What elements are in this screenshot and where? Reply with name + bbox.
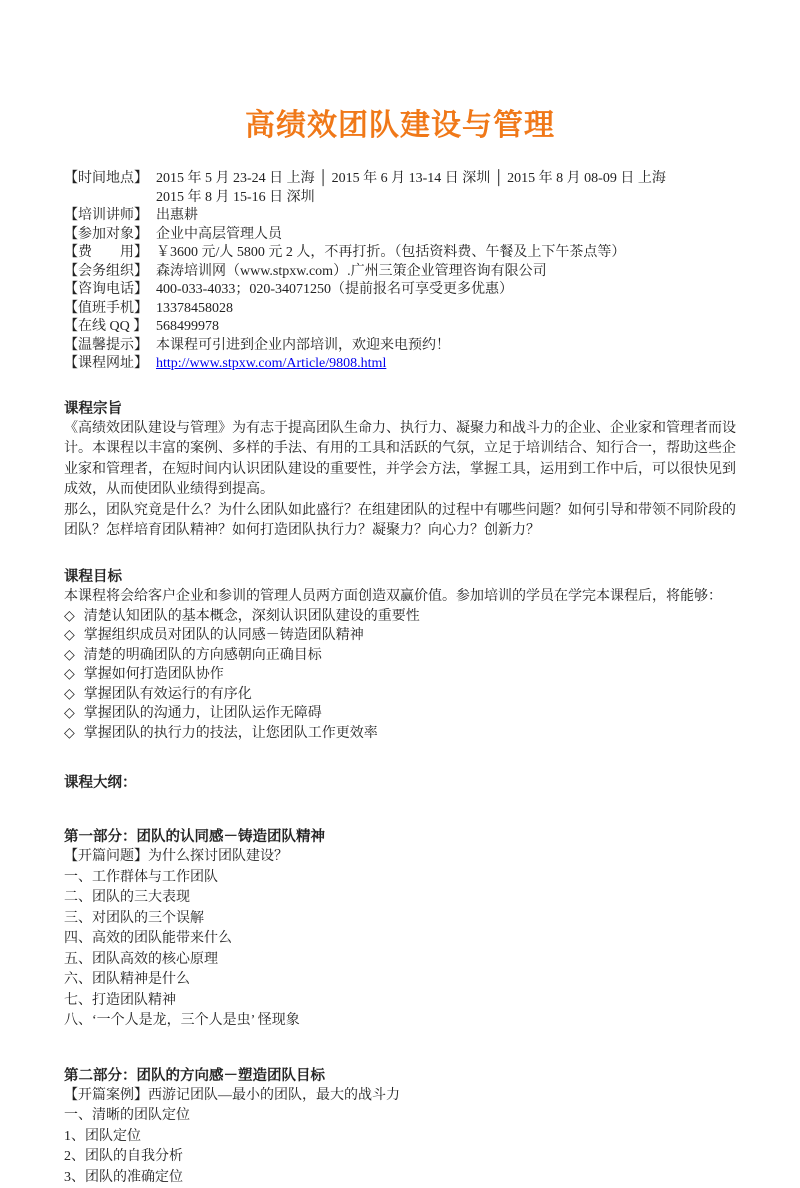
info-row-fee (64, 244, 736, 263)
diamond-bullet-icon: ◇ (64, 648, 75, 663)
objective-text: 掌握团队的沟通力，让团队运作无障碍 (84, 706, 322, 721)
outline-part-2-heading: 第二部分：团队的方向感－塑造团队目标 (64, 1066, 736, 1086)
info-value (156, 355, 736, 374)
info-value: 568499978 (156, 318, 736, 337)
outline-part-1 (64, 827, 736, 1032)
objective-item (64, 646, 736, 666)
outline-part-1-heading: 第一部分：团队的认同感－铸造团队精神 (64, 827, 736, 847)
info-value: 森涛培训网（www.stpxw.com）.广州三策企业管理咨询有限公司 (156, 263, 736, 282)
info-value: 400-033-4033；020-34071250（提前报名可享受更多优惠） (156, 281, 736, 300)
info-row-tip (64, 337, 736, 356)
purpose-paragraph: 那么，团队究竟是什么？为什么团队如此盛行？在组建团队的过程中有哪些问题？如何引导和带领不同阶段的团队？怎样培育团队精神？如何打造团队执行力？凝聚力？向心力？创新力？ (64, 501, 736, 542)
objective-item (64, 665, 736, 685)
course-url-link[interactable]: http://www.stpxw.com/Article/9808.html (156, 356, 386, 371)
objective-item (64, 724, 736, 744)
objective-text: 掌握团队有效运行的有序化 (84, 687, 252, 702)
outline-item: 六、团队精神是什么 (64, 970, 736, 991)
info-row-mobile (64, 300, 736, 319)
objective-item (64, 607, 736, 627)
info-label: 【培训讲师】 (64, 207, 156, 226)
diamond-bullet-icon: ◇ (64, 706, 75, 721)
outline-item: 1、团队定位 (64, 1127, 736, 1148)
info-row-url (64, 355, 736, 374)
info-value (156, 170, 736, 207)
diamond-bullet-icon: ◇ (64, 726, 75, 741)
objective-text: 掌握团队的执行力的技法，让您团队工作更效率 (84, 726, 378, 741)
outline-item: 七、打造团队精神 (64, 991, 736, 1012)
objective-item (64, 704, 736, 724)
info-value: 企业中高层管理人员 (156, 226, 736, 245)
objective-text: 清楚认知团队的基本概念，深刻认识团队建设的重要性 (84, 609, 420, 624)
diamond-bullet-icon: ◇ (64, 609, 75, 624)
outline-item: 三、对团队的三个误解 (64, 909, 736, 930)
objective-text: 掌握组织成员对团队的认同感－铸造团队精神 (84, 628, 364, 643)
outline-heading: 课程大纲： (64, 773, 736, 793)
outline-item: 一、工作群体与工作团队 (64, 868, 736, 889)
outline-item: 四、高效的团队能带来什么 (64, 929, 736, 950)
info-label: 【会务组织】 (64, 263, 156, 282)
info-value: ￥3600 元/人 5800 元 2 人，不再打折。（包括资料费、午餐及上下午茶点等） (156, 244, 736, 263)
info-label: 【费 用】 (64, 244, 156, 263)
objective-text: 掌握如何打造团队协作 (84, 667, 224, 682)
outline-item: 一、清晰的团队定位 (64, 1106, 736, 1127)
info-label: 【课程网址】 (64, 355, 156, 374)
info-value: 13378458028 (156, 300, 736, 319)
outline-part-2 (64, 1066, 736, 1188)
objective-text: 清楚的明确团队的方向感朝向正确目标 (84, 648, 322, 663)
time-place-line-1: 2015 年 5 月 23-24 日 上海 │ 2015 年 6 月 13-14 日 深圳 │ 2015 年 8 月 08-09 日 上海 (156, 171, 666, 186)
info-value: 出惠耕 (156, 207, 736, 226)
section-objectives (64, 567, 736, 744)
outline-item: 2、团队的自我分析 (64, 1147, 736, 1168)
outline-item: 八、‘一个人是龙，三个人是虫’ 怪现象 (64, 1011, 736, 1032)
info-label: 【咨询电话】 (64, 281, 156, 300)
info-row-phone (64, 281, 736, 300)
objectives-heading: 课程目标 (64, 567, 736, 587)
purpose-heading: 课程宗旨 (64, 399, 736, 419)
time-place-line-2: 2015 年 8 月 15-16 日 深圳 (156, 189, 736, 208)
info-label: 【温馨提示】 (64, 337, 156, 356)
info-label: 【参加对象】 (64, 226, 156, 245)
diamond-bullet-icon: ◇ (64, 687, 75, 702)
outline-item: 【开篇案例】西游记团队—最小的团队，最大的战斗力 (64, 1086, 736, 1107)
course-info-block (64, 170, 736, 374)
info-row-organizer (64, 263, 736, 282)
objectives-intro: 本课程将会给客户企业和参训的管理人员两方面创造双赢价值。参加培训的学员在学完本课程后，将能够： (64, 587, 736, 607)
info-row-trainer (64, 207, 736, 226)
diamond-bullet-icon: ◇ (64, 628, 75, 643)
info-row-audience (64, 226, 736, 245)
section-purpose (64, 399, 736, 542)
section-outline (64, 773, 736, 1188)
info-label: 【值班手机】 (64, 300, 156, 319)
page-title: 高绩效团队建设与管理 (64, 100, 736, 144)
outline-item: 3、团队的准确定位 (64, 1168, 736, 1188)
outline-item: 五、团队高效的核心原理 (64, 950, 736, 971)
diamond-bullet-icon: ◇ (64, 667, 75, 682)
info-row-time-place (64, 170, 736, 207)
info-row-qq (64, 318, 736, 337)
objective-item (64, 685, 736, 705)
outline-item: 二、团队的三大表现 (64, 888, 736, 909)
info-value: 本课程可引进到企业内部培训，欢迎来电预约！ (156, 337, 736, 356)
purpose-paragraph: 《高绩效团队建设与管理》为有志于提高团队生命力、执行力、凝聚力和战斗力的企业、企业家和管理者而设计。本课程以丰富的案例、多样的手法、有用的工具和活跃的气氛，立足于培训结合、知行合一，帮助这些企业家和管理者，在短时间内认识团队建设的重要性，并学会方法，掌握工具，运用到工作中后，可以很快见到成效，从而使团队业绩得到提高。 (64, 419, 736, 501)
info-label: 【时间地点】 (64, 170, 156, 207)
outline-item: 【开篇问题】为什么探讨团队建设？ (64, 847, 736, 868)
objective-item (64, 626, 736, 646)
info-label: 【在线 QQ 】 (64, 318, 156, 337)
